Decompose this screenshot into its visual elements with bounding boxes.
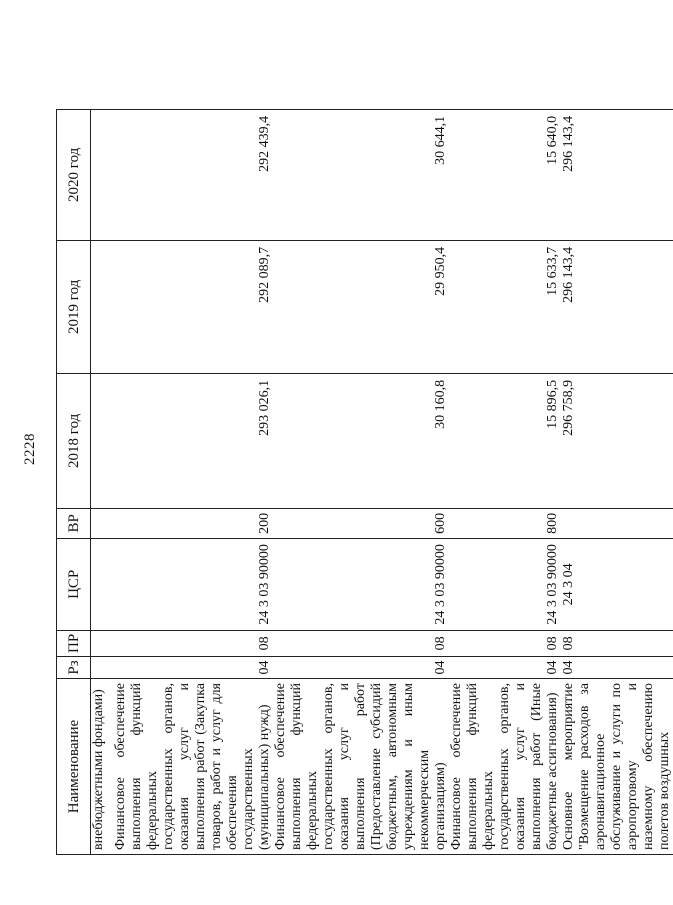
- row-rz: 04: [449, 657, 561, 679]
- row-2018: 15 896,5: [449, 373, 561, 508]
- row-2018: 30 160,8: [273, 373, 449, 508]
- row-2020: 296 143,4: [561, 109, 673, 240]
- table-row-continuation: [91, 109, 114, 854]
- header-name: Наименование: [57, 679, 91, 855]
- row-2018: 296 758,9: [561, 373, 673, 508]
- row-rz: 04: [273, 657, 449, 679]
- budget-table: [56, 109, 673, 855]
- table-row: [561, 109, 673, 854]
- header-pr: ПР: [57, 630, 91, 656]
- row-vr: [561, 508, 673, 538]
- row-pr: 08: [113, 630, 273, 656]
- table-header-row: [57, 109, 91, 854]
- row-csr: 24 3 03 90000: [113, 538, 273, 630]
- header-vr: ВР: [57, 508, 91, 538]
- row-name: Финансовое обеспечение выполнения функций федеральных государственных органов, оказания услуг и выполнения работ (Предоставление субсидий бюджетным, автономным учреждениям и иным некоммерческим организациям): [273, 679, 449, 855]
- row-csr: 24 3 03 90000: [273, 538, 449, 630]
- row-vr: 600: [273, 508, 449, 538]
- row-csr: 24 3 03 90000: [449, 538, 561, 630]
- row-name: внебюджетными фондами): [91, 679, 114, 855]
- row-2020: 15 640,0: [449, 109, 561, 240]
- header-2019: 2019 год: [57, 240, 91, 373]
- row-pr: 08: [561, 630, 673, 656]
- row-2019: 29 950,4: [273, 240, 449, 373]
- row-vr: 800: [449, 508, 561, 538]
- row-2019: 292 089,7: [113, 240, 273, 373]
- page-number: 2228: [22, 433, 38, 465]
- row-name: Финансовое обеспечение выполнения функций федеральных государственных органов, оказания услуг и выполнения работ (Иные бюджетные ассигнования): [449, 679, 561, 855]
- row-pr: 08: [449, 630, 561, 656]
- row-pr: 08: [273, 630, 449, 656]
- row-2018: 293 026,1: [113, 373, 273, 508]
- header-2018: 2018 год: [57, 373, 91, 508]
- row-2020: 30 644,1: [273, 109, 449, 240]
- row-csr: 24 3 04: [561, 538, 673, 630]
- table-row: [113, 109, 273, 854]
- header-rz: Рз: [57, 657, 91, 679]
- table-row: [273, 109, 449, 854]
- header-2020: 2020 год: [57, 109, 91, 240]
- table-row: [449, 109, 561, 854]
- header-csr: ЦСР: [57, 538, 91, 630]
- row-name: Основное мероприятие "Возмещение расходов за аэронавигационное обслуживание и услуги по аэропортовому и наземному обеспечению полетов воздушных: [561, 679, 673, 855]
- row-2020: 292 439,4: [113, 109, 273, 240]
- row-2019: 296 143,4: [561, 240, 673, 373]
- row-2019: 15 633,7: [449, 240, 561, 373]
- row-name: Финансовое обеспечение выполнения функций федеральных государственных органов, оказания услуг и выполнения работ (Закупка товаров, работ и услуг для обеспечения государственных (муниципальных) нужд): [113, 679, 273, 855]
- row-rz: 04: [561, 657, 673, 679]
- row-vr: 200: [113, 508, 273, 538]
- row-rz: 04: [113, 657, 273, 679]
